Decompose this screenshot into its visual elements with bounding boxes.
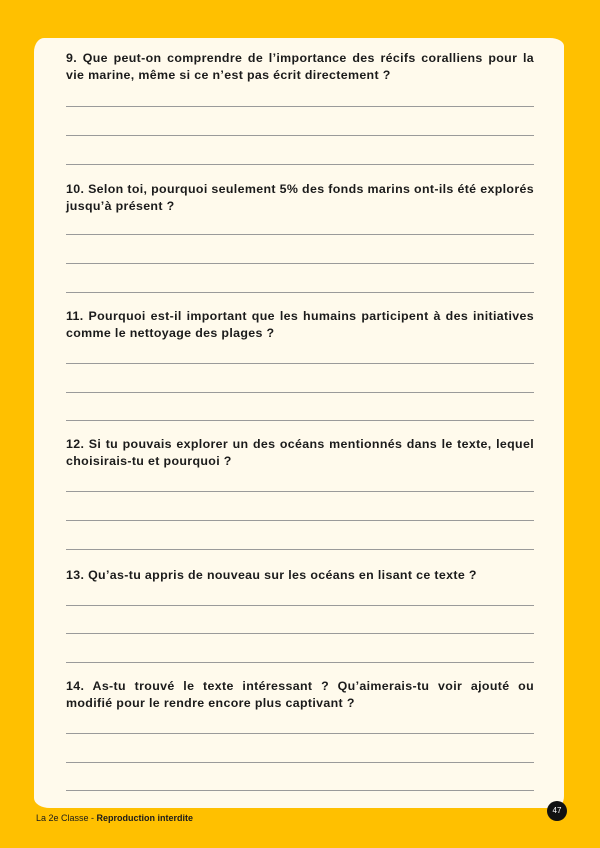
- footer-separator: -: [88, 813, 97, 823]
- answer-line[interactable]: [66, 520, 534, 521]
- question-9: 9. Que peut-on comprendre de l’importance des récifs coralliens pour la vie marine, même si ce n’est pas écrit directement ?: [66, 51, 534, 82]
- answer-line[interactable]: [66, 135, 534, 136]
- answer-line[interactable]: [66, 491, 534, 492]
- question-12: 12. Si tu pouvais explorer un des océans mentionnés dans le texte, lequel choisirais-tu et pourquoi ?: [66, 437, 534, 468]
- worksheet-paper: [34, 38, 564, 808]
- answer-line[interactable]: [66, 164, 534, 165]
- question-10: 10. Selon toi, pourquoi seulement 5% des fonds marins ont-ils été explorés jusqu’à présent ?: [66, 182, 534, 213]
- answer-line[interactable]: [66, 762, 534, 763]
- answer-line[interactable]: [66, 662, 534, 663]
- answer-line[interactable]: [66, 790, 534, 791]
- footer: [36, 813, 193, 823]
- copyright-notice: Reproduction interdite: [96, 813, 194, 823]
- page-number-badge: 47: [547, 801, 567, 821]
- question-13: 13. Qu’as-tu appris de nouveau sur les océans en lisant ce texte ?: [66, 568, 477, 582]
- answer-line[interactable]: [66, 292, 534, 293]
- answer-line[interactable]: [66, 106, 534, 107]
- question-11: 11. Pourquoi est-il important que les humains participent à des initiatives comme le nettoyage des plages ?: [66, 309, 534, 340]
- answer-line[interactable]: [66, 733, 534, 734]
- answer-line[interactable]: [66, 633, 534, 634]
- publisher-name: La 2e Classe: [36, 813, 89, 823]
- answer-line[interactable]: [66, 263, 534, 264]
- answer-line[interactable]: [66, 549, 534, 550]
- answer-line[interactable]: [66, 363, 534, 364]
- answer-line[interactable]: [66, 392, 534, 393]
- answer-line[interactable]: [66, 234, 534, 235]
- answer-line[interactable]: [66, 420, 534, 421]
- answer-line[interactable]: [66, 605, 534, 606]
- question-14: 14. As-tu trouvé le texte intéressant ? Qu’aimerais-tu voir ajouté ou modifié pour le rendre encore plus captivant ?: [66, 679, 534, 710]
